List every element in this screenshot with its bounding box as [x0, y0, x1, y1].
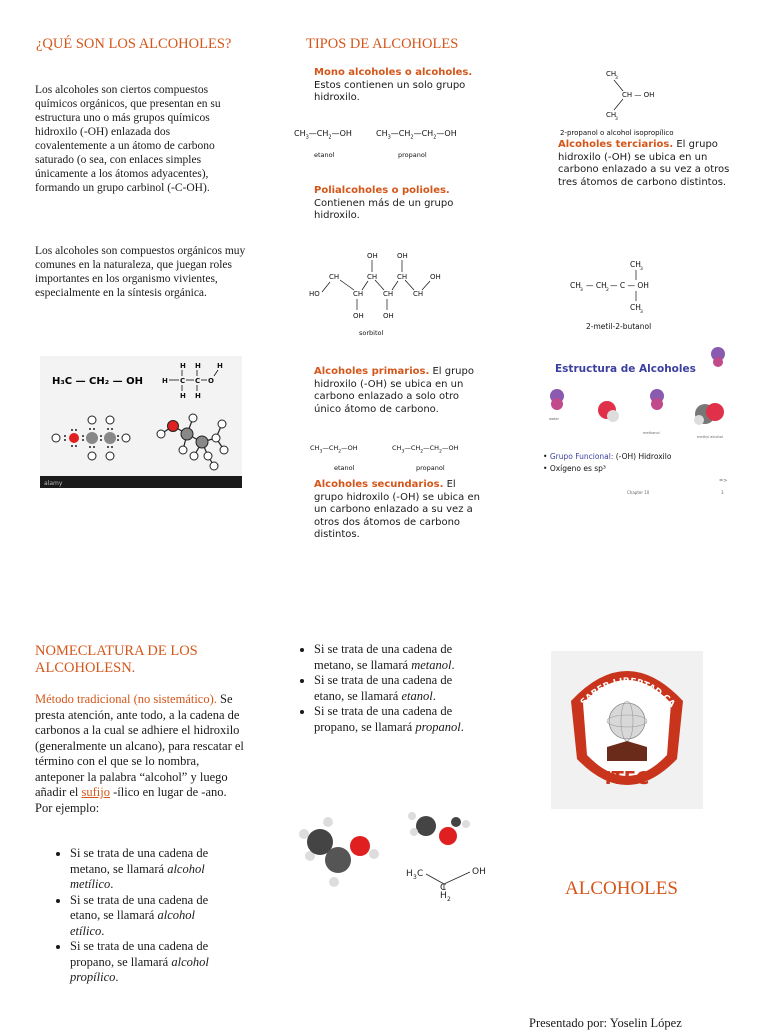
mono-etanol-label: etanol: [314, 151, 335, 159]
svg-text:CH: CH: [383, 290, 394, 298]
svg-text:OH: OH: [383, 312, 394, 320]
intro-paragraph: Los alcoholes son ciertos compuestos químicos orgánicos, que presentan en su estructura uno o más grupos químicos hidroxilo (-OH) enlazada dos covalentemente a un átomo de carbono saturado (o sea, con enlaces simples únicamente a los átomos adyacentes), formando un grupo carbinol (-C-OH).: [35, 84, 221, 194]
slide-title: Estructura de Alcoholes: [555, 363, 696, 375]
nature-paragraph: Los alcoholes son compuestos orgánicos muy comunes en la naturaleza, que juegan roles importantes en los organismo vivientes, especialmente en la síntesis orgánica.: [35, 245, 246, 299]
cover-title: ALCOHOLES: [565, 878, 678, 899]
svg-text:3: 3: [580, 288, 583, 293]
alcohol-name-item: • Si se trata de una cadena de etano, se llamará alcohol etílico.: [70, 893, 230, 940]
slide-footer-left: Chapter 10: [627, 490, 650, 495]
slide-bullet-2: Oxígeno es sp³: [549, 464, 606, 473]
mono-propanol-label: propanol: [398, 151, 427, 159]
svg-text:CH: CH: [397, 273, 408, 281]
prim-propanol-label: propanol: [416, 464, 445, 472]
ol-name-item: • Si se trata de una cadena de metano, se llamará metanol.: [314, 642, 474, 673]
sorbitol-structure: [305, 248, 455, 340]
svg-text:H: H: [406, 869, 413, 879]
slide-methyl-alcohol-label: methyl alcohol: [697, 435, 723, 439]
svg-text:CH: CH: [367, 273, 378, 281]
ol-name-item: • Si se trata de una cadena de propano, se llamará propanol.: [314, 704, 474, 735]
metodo-head: Método tradicional (no sistemático).: [35, 692, 217, 706]
svg-text:C: C: [180, 377, 186, 385]
svg-text:2: 2: [447, 896, 451, 902]
ethanol-structure-image: [40, 356, 242, 488]
svg-text:H: H: [217, 362, 223, 370]
slide-footer-right: 3: [721, 490, 724, 495]
svg-text:CH: CH: [570, 281, 581, 290]
svg-text:SABER LIBERTAD CAMBIO: SABER LIBERTAD CA: [579, 676, 677, 710]
svg-text:C: C: [417, 869, 424, 879]
svg-text:• Oxígeno es sp³: • Oxígeno es sp³: [543, 464, 606, 473]
svg-text:HO: HO: [309, 290, 320, 298]
section-title-tipos: TIPOS DE ALCOHOLES: [306, 36, 459, 52]
svg-text:OH: OH: [472, 867, 486, 877]
svg-text:CH: CH: [329, 273, 340, 281]
svg-text:CH: CH: [630, 260, 641, 269]
svg-text:H: H: [195, 362, 201, 370]
alamy-watermark: alamy: [44, 480, 63, 487]
svg-text:H: H: [180, 392, 186, 400]
svg-text:H: H: [440, 891, 447, 901]
sufijo-link[interactable]: sufijo: [81, 785, 110, 799]
svg-text:OH: OH: [430, 273, 441, 281]
metodo-paragraph: [35, 692, 247, 816]
alcohol-name-item: • Si se trata de una cadena de propano, se llamará alcohol propílico.: [70, 939, 230, 986]
svg-text:CH: CH: [630, 303, 641, 312]
mono-structures: $CH_3—CH_2—OH$ $CH_3—CH_2—CH_2—OH$ etanol propanol: [294, 129, 457, 159]
ol-name-item: • Si se trata de una cadena de etano, se llamará etanol.: [314, 673, 474, 704]
secundarios-head: Alcoholes secundarios.: [314, 479, 444, 490]
mono-head: Mono alcoholes o alcoholes.: [314, 67, 473, 78]
list-ol-names: [296, 642, 474, 735]
svg-text:3: 3: [615, 117, 618, 122]
svg-text:• Grupo Funcional: (-OH) Hidro: • Grupo Funcional: (-OH) Hidroxilo: [543, 452, 672, 461]
svg-text:— C — OH: — C — OH: [610, 281, 649, 290]
svg-text:H: H: [195, 392, 201, 400]
svg-text:3: 3: [640, 310, 643, 315]
logo-itec-text: ITEC: [604, 768, 650, 789]
svg-text:C: C: [195, 377, 201, 385]
secundarios-body: El grupo hidroxilo (-OH) se ubica en un carbono enlazado a su vez a otros dos átomos de carbono distintos.: [314, 479, 480, 540]
metodo-text-b: -ílico en lugar de -ano. Por ejemplo:: [35, 785, 227, 815]
svg-text:O: O: [208, 377, 214, 385]
svg-text:OH: OH: [367, 252, 378, 260]
primarios-body: El grupo hidroxilo (-OH) se ubica en un carbono enlazado a solo otro único átomo de carbono.: [314, 366, 474, 415]
svg-text:CH: CH: [413, 290, 424, 298]
alcohol-name-item: • Si se trata de una cadena de metano, se llamará alcohol metílico.: [70, 846, 230, 893]
primarios-text: [314, 366, 486, 416]
svg-text:OH: OH: [353, 312, 364, 320]
svg-text:CH — OH: CH — OH: [622, 91, 655, 99]
svg-text:sorbitol: sorbitol: [359, 329, 384, 337]
mono-alcoholes-text: [314, 67, 486, 105]
presented-by: Presentado por: Yoselin López: [529, 1016, 682, 1030]
svg-text:— CH: — CH: [586, 281, 607, 290]
primarios-structures: $CH_3—CH_2—OH$ $CH_3—CH_2—CH_2—OH$ etanol propanol: [310, 444, 459, 472]
slide-water-label: water: [549, 417, 559, 421]
svg-text:CH: CH: [606, 111, 617, 119]
slide-methanol-label: methanol: [643, 431, 660, 435]
section-title-que-son: ¿QUÉ SON LOS ALCOHOLES?: [36, 36, 232, 52]
metodo-text-a: Se presta atención, ante todo, a la cadena de carbonos a la cual se adhiere el hidroxilo (generalmente un alcano), para rescatar el término con el que se lo nombra, anteponer la palabra “alcohol” y luego añadir el: [35, 692, 244, 799]
svg-text:H: H: [180, 362, 186, 370]
svg-text:C: C: [440, 883, 447, 893]
itec-logo: [551, 651, 703, 809]
ethanol-formula: H₃C — CH₂ — OH: [52, 376, 143, 387]
primarios-head: Alcoholes primarios.: [314, 366, 430, 377]
nomenclatura-title: NOMECLATURA DE LOS ALCOHOLESN.: [35, 643, 198, 676]
polialcoholes-text: [314, 185, 486, 223]
secundarios-text: [314, 479, 486, 542]
butanol-structure: [568, 256, 678, 316]
svg-text:CH: CH: [353, 290, 364, 298]
mono-body: Estos contienen un solo grupo hidroxilo.: [314, 79, 466, 103]
alcohol-ball-models: [294, 810, 490, 902]
isopropanol-structure: [590, 66, 680, 126]
svg-text:H: H: [162, 377, 168, 385]
svg-text:=>: =>: [719, 478, 728, 484]
terciarios-head: Alcoholes terciarios.: [558, 139, 674, 150]
poly-body: Contienen más de un grupo hidroxilo.: [314, 197, 454, 221]
isopropanol-label: 2-propanol o alcohol isopropílico: [560, 129, 674, 137]
list-alcohol-names: [52, 846, 230, 986]
terciarios-body: El grupo hidroxilo (-OH) se ubica en un carbono enlazado a su vez a otros tres átomos de carbono distintos.: [558, 139, 730, 188]
terciarios-text: [558, 139, 734, 189]
estructura-alcoholes-slide: [535, 346, 747, 498]
svg-text:2: 2: [606, 288, 609, 293]
svg-text:3: 3: [615, 76, 618, 81]
svg-text:OH: OH: [397, 252, 408, 260]
svg-text:3: 3: [413, 874, 417, 881]
svg-text:3: 3: [640, 267, 643, 272]
poly-head: Polialcoholes o polioles.: [314, 185, 450, 196]
butanol-label: 2-metil-2-butanol: [586, 322, 652, 331]
svg-text:CH: CH: [606, 70, 617, 78]
prim-etanol-label: etanol: [334, 464, 355, 472]
